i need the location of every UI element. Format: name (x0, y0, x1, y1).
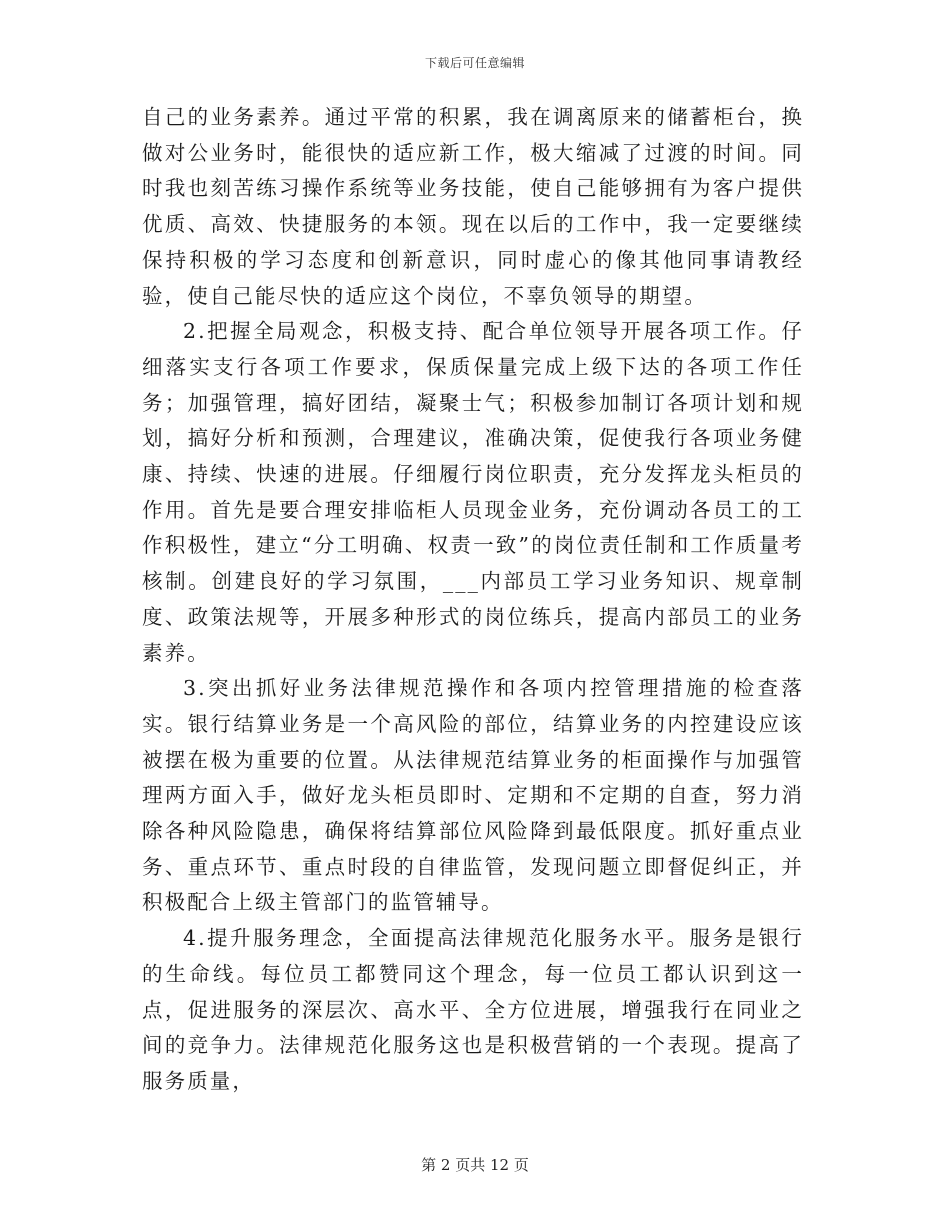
page-footer-number: 第 2 页共 12 页 (421, 1156, 529, 1174)
document-body (142, 100, 804, 1100)
paragraph-continuation: 自己的业务素养。通过平常的积累，我在调离原来的储蓄柜台，换做对公业务时，能很快的适应新工作，极大缩减了过渡的时间。同时我也刻苦练习操作系统等业务技能，使自己能够拥有为客户提供优质、高效、快捷服务的本领。现在以后的工作中，我一定要继续保持积极的学习态度和创新意识，同时虚心的像其他同事请教经验，使自己能尽快的适应这个岗位，不辜负领导的期望。 (142, 105, 804, 308)
page-header-note: 下载后可任意编辑 (424, 56, 525, 70)
paragraph-item-2: 2.把握全局观念，积极支持、配合单位领导开展各项工作。仔细落实支行各项工作要求，保质保量完成上级下达的各项工作任务；加强管理，搞好团结，凝聚士气；积极参加制订各项计划和规划，搞好分析和预测，合理建议，准确决策，促使我行各项业务健康、持续、快速的进展。仔细履行岗位职责，充分发挥龙头柜员的作用。首先是要合理安排临柜人员现金业务，充份调动各员工的工作积极性，建立“分工明确、权责一致”的岗位责任制和工作质量考核制。创建良好的学习氛围，___内部员工学习业务知识、规章制度、政策法规等，开展多种形式的岗位练兵，提高内部员工的业务素养。 (142, 319, 804, 665)
paragraph-item-4: 4.提升服务理念，全面提高法律规范化服务水平。服务是银行的生命线。每位员工都赞同这个理念，每一位员工都认识到这一点，促进服务的深层次、高水平、全方位进展，增强我行在同业之间的竞争力。法律规范化服务这也是积极营销的一个表现。提高了服务质量， (142, 926, 804, 1093)
paragraph-item-3: 3.突出抓好业务法律规范操作和各项内控管理措施的检查落实。银行结算业务是一个高风险的部位，结算业务的内控建设应该被摆在极为重要的位置。从法律规范结算业务的柜面操作与加强管理两方面入手，做好龙头柜员即时、定期和不定期的自查，努力消除各种风险隐患，确保将结算部位风险降到最低限度。抓好重点业务、重点环节、重点时段的自律监管，发现问题立即督促纠正，并积极配合上级主管部门的监管辅导。 (142, 676, 804, 915)
